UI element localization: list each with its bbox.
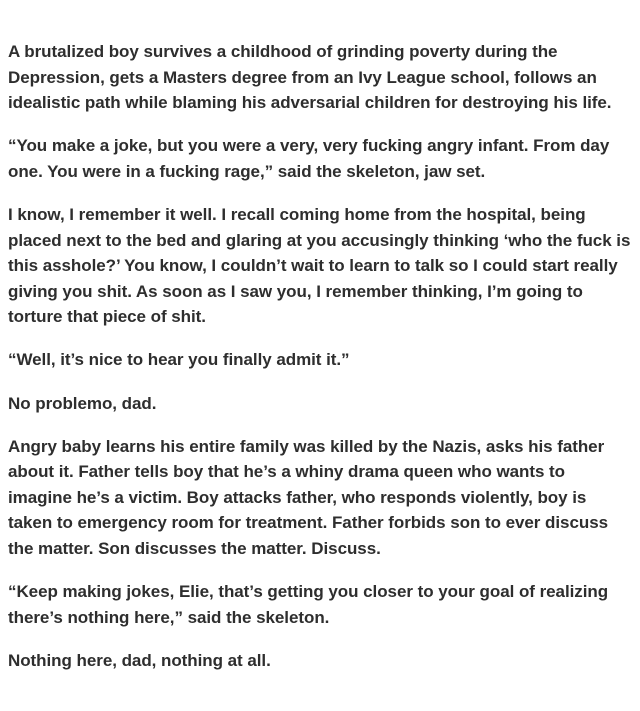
- paragraph-2: “You make a joke, but you were a very, very fucking angry infant. From day one. You were in a fucking rage,” said the skeleton, jaw set.: [8, 136, 610, 181]
- paragraph-4: “Well, it’s nice to hear you finally admit it.”: [8, 350, 350, 370]
- paragraph-5: No problemo, dad.: [8, 393, 157, 413]
- paragraph-6: Angry baby learns his entire family was killed by the Nazis, asks his father about it. Father tells boy that he’s a whiny drama queen who wants to imagine he’s a victim. Boy attacks father, who responds violently, boy is taken to emergency room for treatment. Father forbids son to ever discuss the matter. Son discusses the matter. Discuss.: [8, 436, 609, 558]
- paragraph-3: I know, I remember it well. I recall coming home from the hospital, being placed next to the bed and glaring at you accusingly thinking ‘who the fuck is this asshole?’ You know, I couldn’t wait to learn to talk so I could start really giving you shit. As soon as I saw you, I remember thinking, I’m going to torture that piece of shit.: [8, 204, 631, 327]
- paragraph-7: “Keep making jokes, Elie, that’s getting you closer to your goal of realizing there’s nothing here,” said the skeleton.: [8, 582, 609, 627]
- paragraph-8: Nothing here, dad, nothing at all.: [8, 650, 271, 670]
- document-body: [8, 39, 632, 691]
- paragraph-1: A brutalized boy survives a childhood of grinding poverty during the Depression, gets a Masters degree from an Ivy League school, follows an idealistic path while blaming his adversarial children for destroying his life.: [8, 42, 612, 113]
